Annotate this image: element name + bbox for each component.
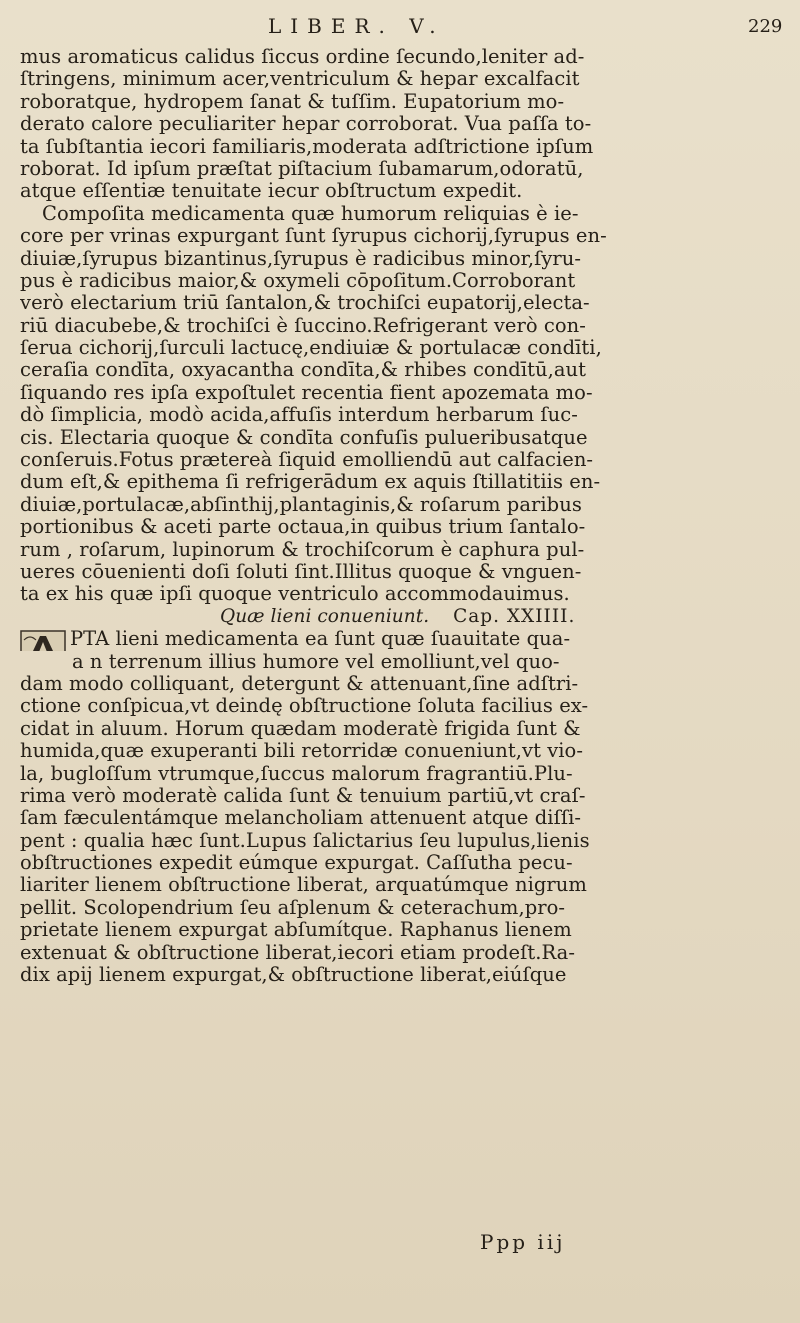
- text-line: dò ſimplicia, modò acida,affuſis interdum herbarum ſuc-: [20, 404, 578, 427]
- text-line: rum , roſarum, lupinorum & trochiſcorum è caphura pul-: [20, 538, 585, 561]
- text-line: cidat in aluum. Horum quædam moderatè frigida ſunt &: [20, 717, 581, 740]
- text-line: prietate lienem expurgat abſumítque. Raphanus lienem: [20, 919, 572, 942]
- text-line: ſtringens, minimum acer,ventriculum & hepar excalfacit: [20, 68, 580, 91]
- page-header: [0, 14, 800, 44]
- text-line: dix apij lienem expurgat,& obſtructione liberat,eiúſque: [20, 964, 567, 987]
- page-number: 229: [748, 16, 783, 37]
- text-line: ceraſia condīta, oxyacantha condīta,& rhibes condītū,aut: [20, 359, 587, 382]
- text-line: dum eſt,& epithema ſi refrigerādum ex aquis ſtillatitiis en-: [20, 471, 601, 494]
- text-line: humida,quæ exuperanti bili retorridæ conueniunt,vt vio-: [20, 740, 583, 763]
- text-line: ſam fæculentámque melancholiam attenuent atque diſſi-: [20, 807, 582, 830]
- text-line: atque eſſentiæ tenuitate iecur obſtructum expedit.: [20, 180, 523, 203]
- text-line: cis. Electaria quoque & condīta confuſis pulueribusatque: [20, 426, 588, 449]
- text-line: core per vrinas expurgant ſunt ſyrupus cichorij,ſyrupus en-: [20, 225, 607, 248]
- text-line: dam modo colliquant, detergunt & attenuant,ſine adſtri-: [20, 672, 579, 695]
- text-line: diuiæ,portulacæ,abſinthij,plantaginis,& roſarum paribus: [20, 493, 582, 516]
- chapter-heading: [20, 606, 790, 628]
- text-line: a n terrenum illius humore vel emolliunt,vel quo-: [72, 650, 560, 673]
- chapter-title: Quæ lieni conueniunt.: [220, 605, 430, 627]
- running-title: LIBER. V.: [268, 14, 445, 38]
- text-line: obſtructiones expedit eúmque expurgat. Caſſutha pecu-: [20, 852, 573, 875]
- text-line: riū diacubebe,& trochiſci è ſuccino.Refrigerant verò con-: [20, 314, 586, 337]
- text-line: pus è radicibus maior,& oxymeli cōpoſitum.Corroborant: [20, 269, 576, 292]
- text-line: ſiquando res ipſa expoſtulet recentia fient apozemata mo-: [20, 381, 593, 404]
- text-line: rima verò moderatè calida ſunt & tenuium partiū,vt craſ-: [20, 784, 586, 807]
- signature-mark: Ppp iij: [480, 1230, 566, 1254]
- text-line: Compoſita medicamenta quæ humorum reliquias è ie-: [42, 202, 579, 225]
- text-line: pent : qualia hæc ſunt.Lupus ſalictarius ſeu lupulus,lienis: [20, 829, 590, 852]
- decorated-initial-icon: [20, 630, 66, 650]
- text-line-content: PTA lieni medicamenta ea ſunt quæ ſuauitate qua-: [70, 628, 571, 651]
- text-line: ſerua cichorij,ſurculi lactucę,endiuiæ & portulacæ condīti,: [20, 337, 602, 360]
- text-line: extenuat & obſtructione liberat,iecori etiam prodeſt.Ra-: [20, 941, 575, 964]
- text-line: derato calore peculiariter hepar corroborat. Vua paſſa to-: [20, 113, 592, 136]
- text-line: verò electarium triū ſantalon,& trochiſci eupatorij,electa-: [20, 292, 590, 315]
- text-line: [20, 628, 790, 650]
- text-line: mus aromaticus calidus ſiccus ordine ſecundo,leniter ad-: [20, 46, 585, 68]
- text-line: pellit. Scolopendrium ſeu aſplenum & ceterachum,pro-: [20, 896, 566, 919]
- text-line: la, bugloſſum vtrumque,ſuccus malorum fragrantiū.Plu-: [20, 762, 573, 785]
- text-line: ueres cōuenienti doſi ſoluti ſint.Illitus quoque & vnguen-: [20, 560, 582, 583]
- text-line: ta ſubſtantia iecori familiaris,moderata adſtrictione ipſum: [20, 135, 594, 158]
- text-line: roboratque, hydropem ſanat & tuſſim. Eupatorium mo-: [20, 90, 565, 113]
- text-line: liariter lienem obſtructione liberat, arquatúmque nigrum: [20, 874, 587, 897]
- text-line: portionibus & aceti parte octaua,in quibus trium ſantalo-: [20, 516, 586, 539]
- text-line: ta ex his quæ ipſi quoque ventriculo accommodauimus.: [20, 583, 570, 606]
- text-line: diuiæ,ſyrupus bizantinus,ſyrupus è radicibus minor,ſyru-: [20, 247, 582, 270]
- text-line: ctione conſpicua,vt deindę obſtructione ſoluta facilius ex-: [20, 695, 589, 718]
- chapter-label: Cap. XXIIII.: [453, 605, 576, 627]
- body-text: [20, 46, 790, 986]
- text-line: roborat. Id ipſum præſtat piſtacium ſubamarum,odoratū,: [20, 157, 584, 180]
- text-line: conſeruis.Fotus prætereà ſiquid emolliendū aut calfacien-: [20, 449, 594, 472]
